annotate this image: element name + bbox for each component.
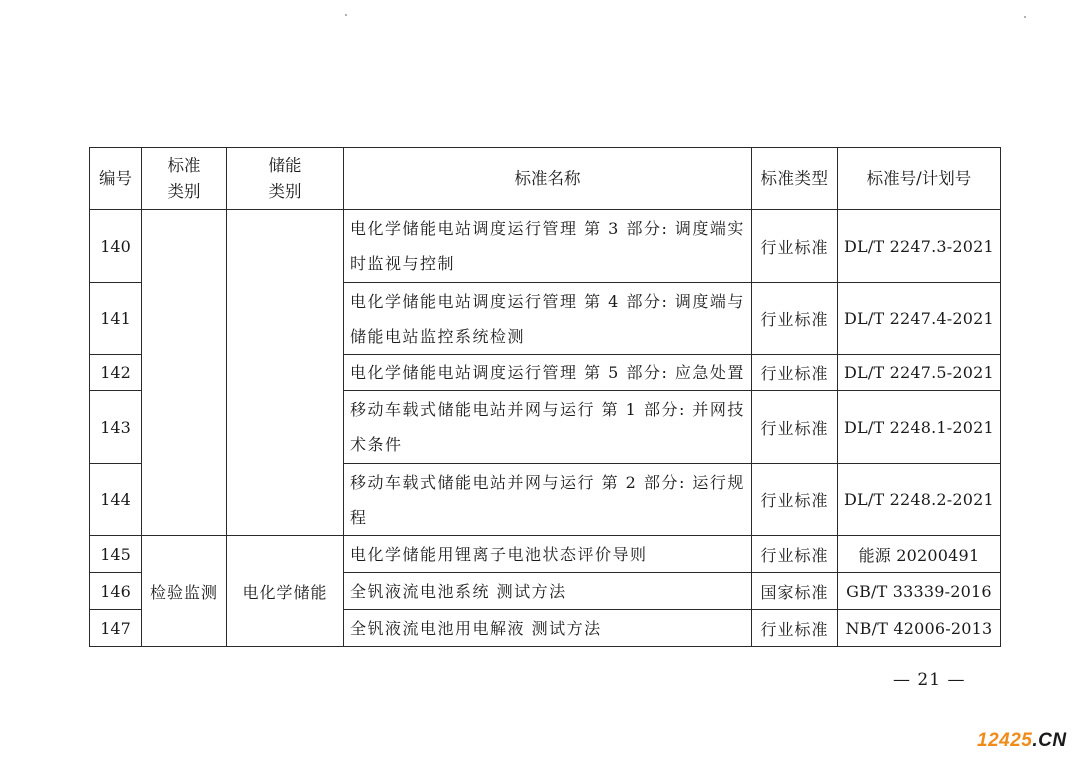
row-no: 141 — [90, 283, 142, 355]
row-no: 142 — [90, 355, 142, 391]
row-name: 全钒液流电池用电解液 测试方法 — [344, 610, 752, 647]
row-type: 国家标准 — [752, 573, 838, 610]
row-no: 144 — [90, 464, 142, 536]
row-name: 电化学储能电站调度运行管理 第 4 部分: 调度端与储能电站监控系统检测 — [344, 283, 752, 355]
header-name: 标准名称 — [344, 148, 752, 210]
row-type: 行业标准 — [752, 610, 838, 647]
row-no: 147 — [90, 610, 142, 647]
row-no: 140 — [90, 210, 142, 283]
row-no: 143 — [90, 391, 142, 464]
header-type: 标准类型 — [752, 148, 838, 210]
page-number: — 21 — — [893, 670, 966, 690]
row-name: 全钒液流电池系统 测试方法 — [344, 573, 752, 610]
std-category-cell: 检验监测 — [142, 536, 227, 647]
header-code: 标准号/计划号 — [838, 148, 1001, 210]
row-type: 行业标准 — [752, 536, 838, 573]
row-name: 电化学储能电站调度运行管理 第 3 部分: 调度端实时监视与控制 — [344, 210, 752, 283]
row-no: 145 — [90, 536, 142, 573]
table-header-row — [90, 148, 1001, 210]
scan-speck — [345, 14, 347, 16]
row-code: DL/T 2247.5-2021 — [838, 355, 1001, 391]
row-name: 电化学储能电站调度运行管理 第 5 部分: 应急处置 — [344, 355, 752, 391]
row-name: 电化学储能用锂离子电池状态评价导则 — [344, 536, 752, 573]
storage-category-cell: 电化学储能 — [227, 536, 344, 647]
row-type: 行业标准 — [752, 210, 838, 283]
row-code: DL/T 2248.1-2021 — [838, 391, 1001, 464]
scan-speck — [1024, 16, 1026, 18]
row-code: NB/T 42006-2013 — [838, 610, 1001, 647]
row-type: 行业标准 — [752, 391, 838, 464]
header-no: 编号 — [90, 148, 142, 210]
row-code: DL/T 2247.4-2021 — [838, 283, 1001, 355]
watermark-number: 12425 — [977, 730, 1033, 751]
table-row — [90, 210, 1001, 283]
row-name: 移动车载式储能电站并网与运行 第 2 部分: 运行规程 — [344, 464, 752, 536]
standards-table — [89, 147, 1001, 647]
row-code: GB/T 33339-2016 — [838, 573, 1001, 610]
row-code: DL/T 2247.3-2021 — [838, 210, 1001, 283]
row-code: 能源 20200491 — [838, 536, 1001, 573]
std-category-cell-empty — [142, 210, 227, 536]
row-type: 行业标准 — [752, 464, 838, 536]
row-code: DL/T 2248.2-2021 — [838, 464, 1001, 536]
row-no: 146 — [90, 573, 142, 610]
watermark-suffix: .CN — [1032, 730, 1067, 751]
table-row — [90, 536, 1001, 573]
header-storage-category: 储能 类别 — [227, 148, 344, 210]
row-name: 移动车载式储能电站并网与运行 第 1 部分: 并网技术条件 — [344, 391, 752, 464]
site-watermark — [977, 730, 1067, 752]
row-type: 行业标准 — [752, 355, 838, 391]
storage-category-cell-empty — [227, 210, 344, 536]
header-std-category: 标准 类别 — [142, 148, 227, 210]
row-type: 行业标准 — [752, 283, 838, 355]
